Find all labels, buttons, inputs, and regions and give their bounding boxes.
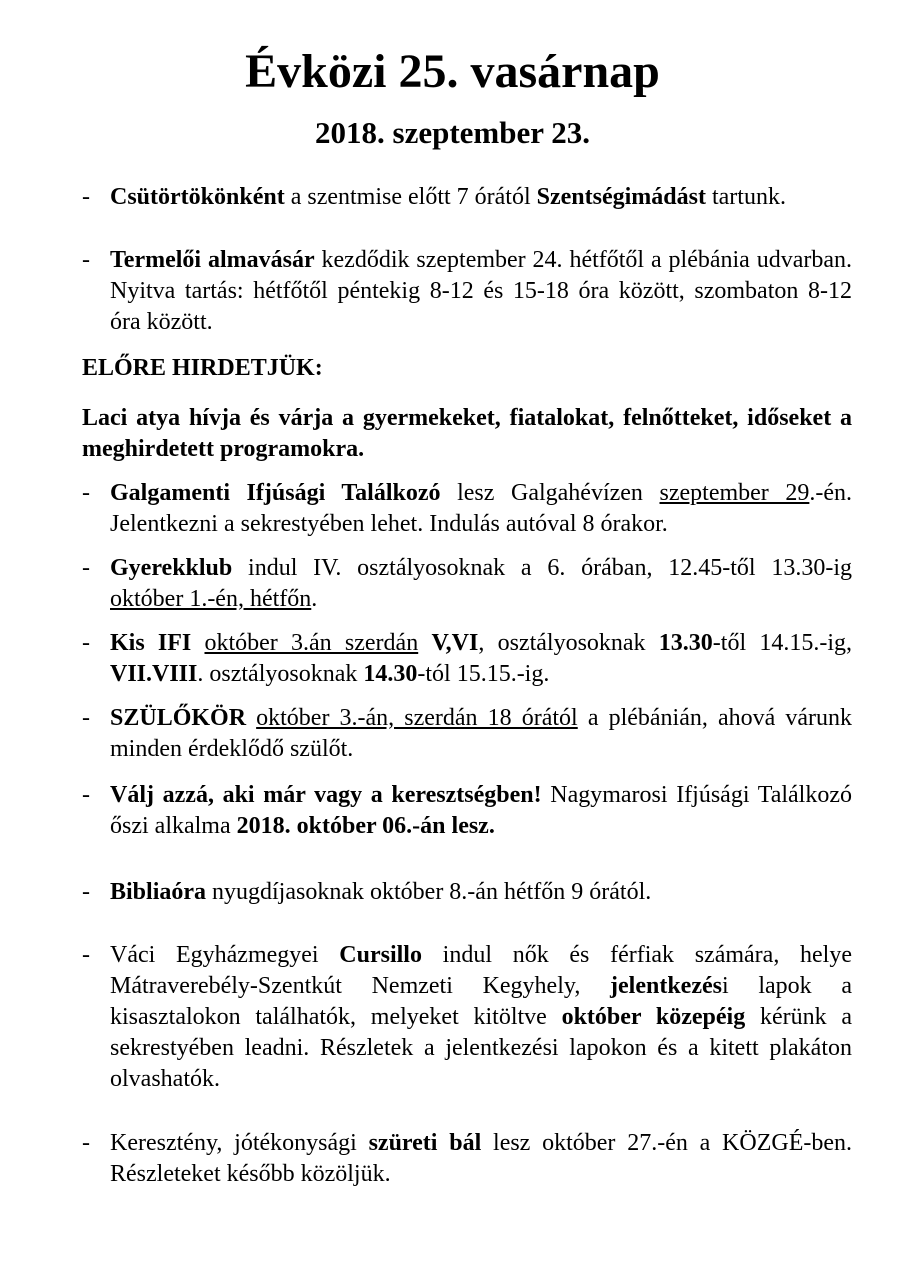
underlined-text: október 1.-én, hétfőn <box>110 586 312 612</box>
underlined-text: október 3.-án, szerdán 18 órától <box>256 705 578 731</box>
text-run: tartunk. <box>705 184 786 210</box>
bold-text: Galgamenti Ifjúsági Találkozó <box>110 480 441 506</box>
text-run: kérünk a sekrestyében leadni. Részletek a jelentkezési lapokon és a kitett plakáton olvashatók. <box>110 1004 852 1092</box>
text-run: lesz október 27.-én a KÖZGÉ-ben. Részleteket később közöljük. <box>110 1130 852 1187</box>
bullet-dash: - <box>82 480 90 506</box>
item-text <box>110 877 852 908</box>
item-text <box>110 628 852 690</box>
text-run <box>191 630 204 656</box>
item-text <box>110 553 852 615</box>
text-run: Váci Egyházmegyei <box>110 942 340 968</box>
text-run: lesz Galgahévízen <box>440 480 660 506</box>
bullet-dash: - <box>82 555 90 581</box>
announce-heading: ELŐRE HIRDETJÜK: <box>82 355 323 381</box>
bullet-dash: - <box>82 705 90 731</box>
list-item <box>82 245 852 338</box>
list-item <box>82 478 852 540</box>
text-run: nyugdíjasoknak október 8.-án hétfőn 9 órától. <box>206 879 652 905</box>
bold-text: 2018. október 06.-án lesz. <box>236 813 495 839</box>
list-item <box>82 877 852 908</box>
text-run <box>418 630 431 656</box>
list-item <box>82 1128 852 1190</box>
bold-text: 13.30 <box>658 630 713 656</box>
text-run: a plébánián, ahová várunk minden érdeklődő szülőt. <box>110 705 852 762</box>
text-run: a szentmise előtt 7 órától <box>284 184 537 210</box>
bullet-dash: - <box>82 184 90 210</box>
bold-text: Kis IFI <box>110 630 192 656</box>
item-text <box>110 780 852 842</box>
bold-text: Szentségimádást <box>536 184 706 210</box>
item-text <box>110 703 852 765</box>
text-run: kezdődik szeptember 24. hétfőtől a plébánia udvarban. Nyitva tartás: hétfőtől péntekig 8-12 és 15-18 óra között, szombaton 8-12 óra között. <box>110 247 853 335</box>
underlined-text: október 3.án szerdán <box>204 630 419 656</box>
bold-text: Csütörtökönként <box>110 184 285 210</box>
list-item <box>82 780 852 842</box>
list-item <box>82 553 852 615</box>
intro-text: Laci atya hívja és várja a gyermekeket, fiatalokat, felnőtteket, időseket a meghirdetett programokra. <box>82 405 852 462</box>
bold-text: 14.30 <box>363 661 418 687</box>
bullet-dash: - <box>82 942 90 968</box>
item-text <box>110 940 852 1095</box>
bold-text: október közepéig <box>561 1004 746 1030</box>
bullet-dash: - <box>82 630 90 656</box>
text-run: . osztályosoknak <box>197 661 364 687</box>
bold-text: jelentkezés <box>610 973 722 999</box>
item-text <box>110 245 852 338</box>
bold-text: szüreti bál <box>368 1130 482 1156</box>
item-text <box>110 1128 852 1190</box>
bold-text: Cursillo <box>339 942 422 968</box>
item-text <box>110 478 852 540</box>
text-run: , osztályosoknak <box>478 630 659 656</box>
list-item <box>82 703 852 765</box>
list-item <box>82 628 852 690</box>
bold-text: VII.VIII <box>110 661 198 687</box>
bullet-dash: - <box>82 782 90 808</box>
bold-text: V,VI <box>431 630 479 656</box>
text-run: i lapok a kisasztalokon találhatók, melyeket kitöltve <box>110 973 852 1030</box>
item-text <box>110 182 852 213</box>
bold-text: Bibliaóra <box>110 879 207 905</box>
bold-text: Termelői almavásár <box>110 247 315 273</box>
bold-text: Gyerekklub <box>110 555 233 581</box>
text-run: .-én. Jelentkezni a sekrestyében lehet. Indulás autóval 8 órakor. <box>110 480 853 537</box>
text-run <box>246 705 256 731</box>
bold-text: SZÜLŐKÖR <box>110 705 247 731</box>
list-item <box>82 940 852 1095</box>
bullet-dash: - <box>82 879 90 905</box>
bullet-dash: - <box>82 247 90 273</box>
text-run: -tól 15.15.-ig. <box>417 661 550 687</box>
bullet-dash: - <box>82 1130 90 1156</box>
text-run: indul IV. osztályosoknak a 6. órában, 12.45-től 13.30-ig <box>232 555 852 581</box>
list-item <box>82 182 852 213</box>
page-title: Évközi 25. vasárnap <box>245 45 660 98</box>
bold-text: Válj azzá, aki már vagy a keresztségben! <box>110 782 542 808</box>
text-run: indul nők és férfiak számára, helye Mátraverebély-Szentkút Nemzeti Kegyhely, <box>110 942 852 999</box>
text-run: -től 14.15.-ig, <box>712 630 853 656</box>
text-run: . <box>311 586 318 612</box>
page-date: 2018. szeptember 23. <box>315 115 590 150</box>
text-run: Keresztény, jótékonysági <box>110 1130 369 1156</box>
underlined-text: szeptember 29 <box>659 480 810 506</box>
text-run: Nagymarosi Ifjúsági Találkozó őszi alkalma <box>110 782 852 839</box>
